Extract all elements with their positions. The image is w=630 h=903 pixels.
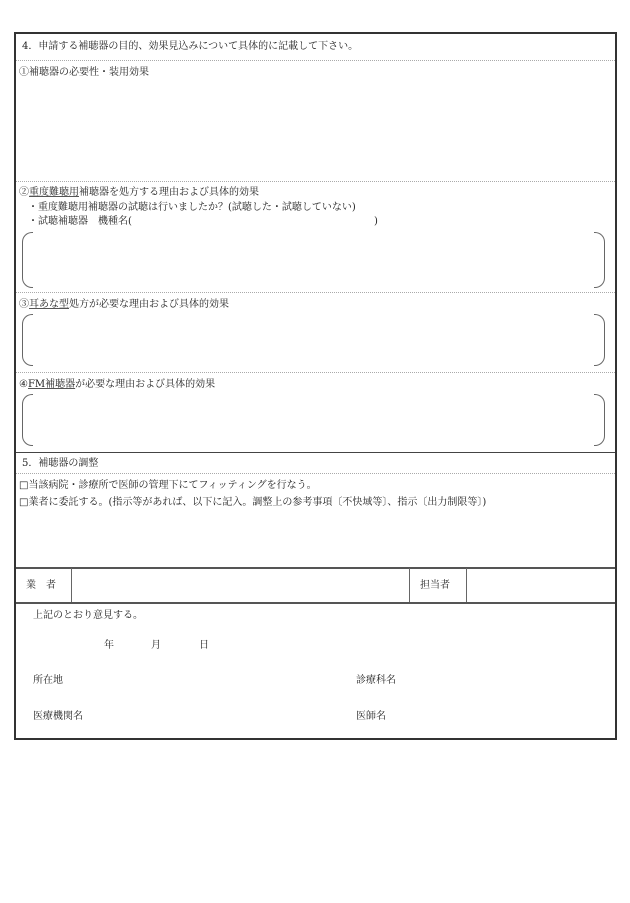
section5-title: 5．補聴器の調整	[22, 458, 99, 469]
item4-underlined-term: FM補聴器	[27, 379, 76, 390]
hearing-aid-opinion-form	[14, 32, 617, 740]
item4-bracket-right	[594, 394, 605, 446]
adjustment-option-in-house[interactable]: □当該病院・診療所で医師の管理下にてフィッティングを行なう。	[19, 480, 317, 491]
item3-rest: 処方が必要な理由および具体的効果	[69, 299, 229, 310]
item2-model-label: ・試聴補聴器 機種名(	[28, 216, 132, 227]
item4-label	[19, 379, 215, 391]
item4-prefix: ④	[19, 379, 28, 390]
item2-input-area[interactable]	[34, 234, 594, 286]
opinion-statement: 上記のとおり意見する。	[33, 610, 143, 621]
adjustment-instructions-input[interactable]	[20, 514, 610, 564]
item2-model-close: )	[374, 216, 378, 227]
person-in-charge-input[interactable]	[469, 571, 611, 599]
location-label: 所在地	[33, 675, 63, 686]
institution-name-label: 医療機関名	[33, 711, 83, 722]
item2-trial-question: ・重度難聴用補聴器の試聴は行いましたか？(試聴した・試聴していない)	[28, 202, 356, 213]
item2-model-name-input[interactable]	[126, 216, 366, 228]
item2-bracket-right	[594, 232, 605, 288]
item3-input-area[interactable]	[34, 316, 594, 364]
date-day-label: 日	[199, 640, 209, 651]
item1-input-area[interactable]	[20, 82, 610, 178]
department-label: 診療科名	[356, 675, 396, 686]
item3-label	[19, 299, 229, 311]
date-year-label: 年	[104, 640, 114, 651]
item2-bracket-left	[22, 232, 33, 288]
vendor-label: 業 者	[26, 580, 56, 591]
person-label-divider	[466, 568, 467, 602]
item3-bracket-left	[22, 314, 33, 366]
item3-bracket-right	[594, 314, 605, 366]
vendor-row-bottom-divider	[16, 602, 615, 604]
person-in-charge-label: 担当者	[420, 580, 450, 591]
item4-input-area[interactable]	[34, 396, 594, 444]
vendor-input[interactable]	[74, 571, 406, 599]
item2-divider	[16, 292, 615, 293]
section4-title: 4．申請する補聴器の目的、効果見込みについて具体的に記載して下さい。	[22, 41, 359, 52]
item4-bracket-left	[22, 394, 33, 446]
item2-label	[19, 187, 259, 199]
item1-label: ①補聴器の必要性・装用効果	[19, 67, 149, 78]
section4-header-divider	[16, 60, 615, 61]
item4-rest: が必要な理由および具体的効果	[75, 379, 216, 390]
item3-prefix: ③	[19, 299, 29, 310]
vendor-person-divider	[409, 568, 410, 602]
date-month-label: 月	[151, 640, 161, 651]
section4-bottom-divider	[16, 452, 615, 453]
item2-rest: 補聴器を処方する理由および具体的効果	[79, 187, 259, 198]
section5-header-divider	[16, 473, 615, 474]
adjustment-option-outsource[interactable]: □業者に委託する。(指示等があれば、以下に記入。調整上の参考事項〔不快域等〕、指示〔出力制限等〕)	[19, 497, 487, 508]
section5-bottom-divider	[16, 567, 615, 569]
item2-underlined-term: 重度難聴用	[29, 187, 79, 198]
item2-prefix: ②	[19, 187, 29, 198]
item3-divider	[16, 372, 615, 373]
doctor-name-label: 医師名	[356, 711, 386, 722]
vendor-label-divider	[71, 568, 72, 602]
item1-divider	[16, 181, 615, 182]
item3-underlined-term: 耳あな型	[29, 299, 69, 310]
